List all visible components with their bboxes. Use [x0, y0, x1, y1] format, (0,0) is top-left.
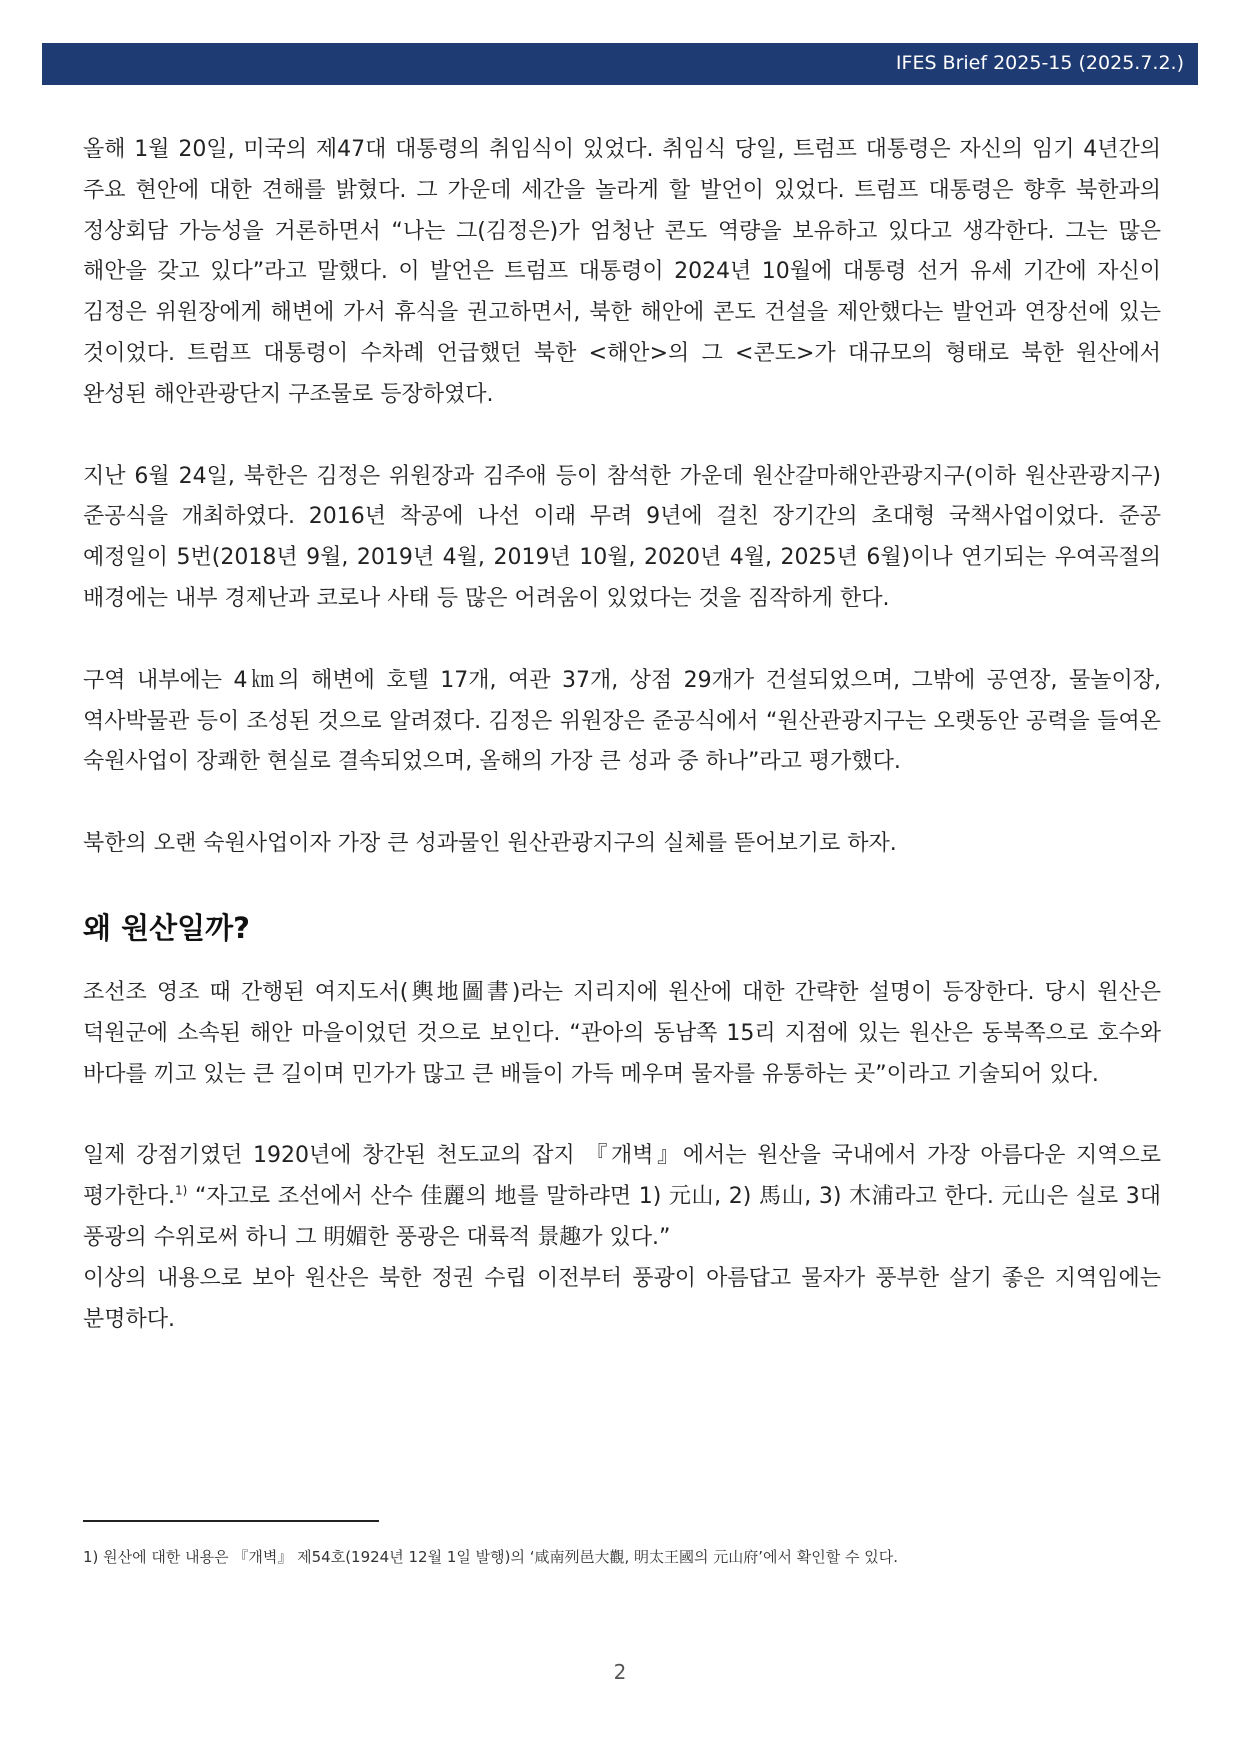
paragraph: 지난 6월 24일, 북한은 김정은 위원장과 김주애 등이 참석한 가운데 원산갈마해안관광지구(이하 원산관광지구) 준공식을 개최하였다. 2016년 착공에 나선 이래 무려 9년에 걸친 장기간의 초대형 국책사업이었다. 준공 예정일이 5번(2018년 9월, 2019년 4월, 2019년 10월, 2020년 4월, 2025년 6월)이나 연기되는 우여곡절의 배경에는 내부 경제난과 코로나 사태 등 많은 어려움이 있었다는 것을 짐작하게 한다.	[83, 463, 1161, 611]
paragraph-text: “자고로 조선에서 산수 佳麗의 地를 말하랴면 1) 元山, 2) 馬山, 3) 木浦라고 한다. 元山은 실로 3대 풍광의 수위로써 하니 그 明媚한 풍광은 대륙적 景趣가 있다.”	[83, 1184, 1161, 1250]
footnote-divider	[83, 1520, 379, 1522]
paragraph	[83, 1136, 1161, 1258]
document-body	[83, 130, 1161, 1340]
footnote-reference[interactable]: 1)	[175, 1183, 188, 1198]
paragraph: 올해 1월 20일, 미국의 제47대 대통령의 취임식이 있었다. 취임식 당일, 트럼프 대통령은 자신의 임기 4년간의 주요 현안에 대한 견해를 밝혔다. 그 가운데 세간을 놀라게 할 발언이 있었다. 트럼프 대통령은 향후 북한과의 정상회담 가능성을 거론하면서 “나는 그(김정은)가 엄청난 콘도 역량을 보유하고 있다고 생각한다. 그는 많은 해안을 갖고 있다”라고 말했다. 이 발언은 트럼프 대통령이 2024년 10월에 대통령 선거 유세 기간에 자신이 김정은 위원장에게 해변에 가서 휴식을 권고하면서, 북한 해안에 콘도 건설을 제안했다는 발언과 연장선에 있는 것이었다. 트럼프 대통령이 수차례 언급했던 북한 <해안>의 그 <콘도>가 대규모의 형태로 북한 원산에서 완성된 해안관광단지 구조물로 등장하였다.	[83, 137, 1161, 407]
paragraph: 이상의 내용으로 보아 원산은 북한 정권 수립 이전부터 풍광이 아름답고 물자가 풍부한 살기 좋은 지역임에는 분명하다.	[83, 1265, 1161, 1332]
header-label: IFES Brief 2025-15 (2025.7.2.)	[895, 52, 1184, 74]
footnote: 1) 원산에 대한 내용은 『개벽』 제54호(1924년 12월 1일 발행)의 ‘咸南列邑大觀, 明太王國의 元山府’에서 확인할 수 있다.	[83, 1548, 899, 1566]
page-number: 2	[613, 1660, 627, 1684]
paragraph: 구역 내부에는 4㎞의 해변에 호텔 17개, 여관 37개, 상점 29개가 건설되었으며, 그밖에 공연장, 물놀이장, 역사박물관 등이 조성된 것으로 알려졌다. 김정은 위원장은 준공식에서 “원산관광지구는 오랫동안 공력을 들여온 숙원사업이 장쾌한 현실로 결속되었으며, 올해의 가장 큰 성과 중 하나”라고 평가했다.	[83, 667, 1161, 775]
header-bar	[42, 43, 1198, 85]
section-title: 왜 원산일까?	[83, 910, 250, 945]
paragraph-text: 일제 강점기였던 1920년에 창간된 천도교의 잡지 『개벽』에서는 원산을 국내에서 가장 아름다운 지역으로 평가한다.	[83, 1143, 1161, 1210]
paragraph: 북한의 오랜 숙원사업이자 가장 큰 성과물인 원산관광지구의 실체를 뜯어보기로 하자.	[83, 831, 897, 857]
paragraph: 조선조 영조 때 간행된 여지도서(輿地圖書)라는 지리지에 원산에 대한 간략한 설명이 등장한다. 당시 원산은 덕원군에 소속된 해안 마을이었던 것으로 보인다. “관아의 동남쪽 15리 지점에 있는 원산은 동북쪽으로 호수와 바다를 끼고 있는 큰 길이며 민가가 많고 큰 배들이 가득 메우며 물자를 유통하는 곳”이라고 기술되어 있다.	[83, 979, 1161, 1087]
